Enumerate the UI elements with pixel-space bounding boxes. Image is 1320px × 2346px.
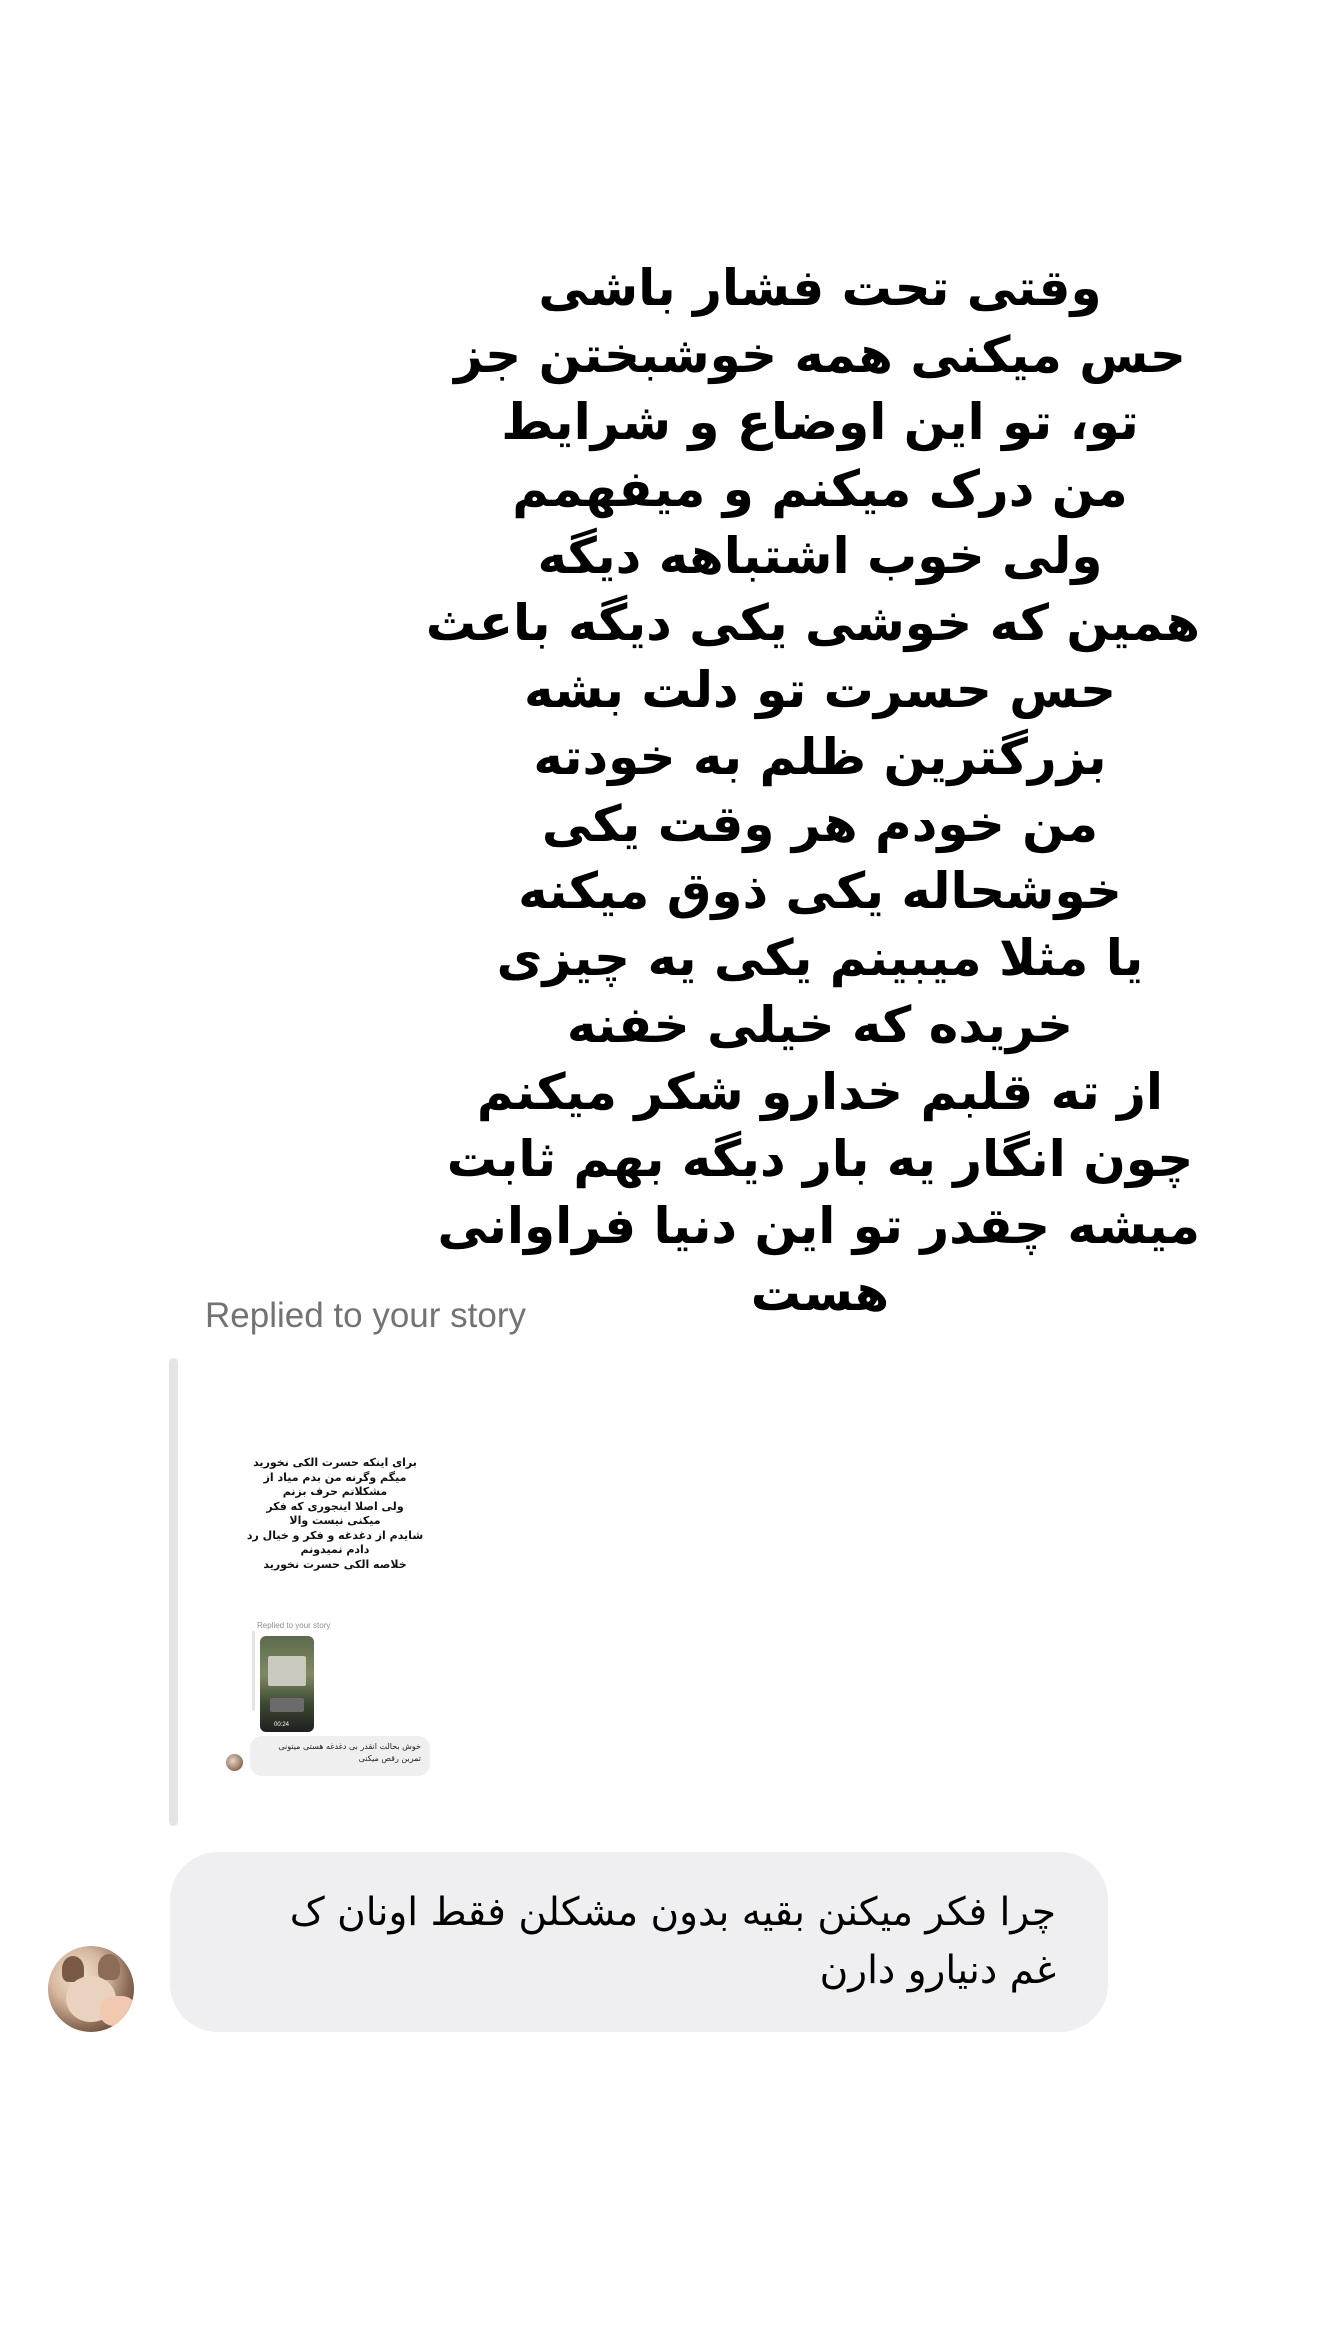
replied-to-story-label: Replied to your story — [205, 1296, 526, 1335]
story-line: من خودم هر وقت یکی — [541, 795, 1099, 853]
avatar-ear-right — [98, 1954, 120, 1980]
story-line: هست — [750, 1264, 890, 1322]
thumbnail-line: میگم وگرنه من بدم میاد از — [263, 1470, 407, 1484]
story-line: تو، تو این اوضاع و شرایط — [501, 393, 1139, 451]
thumbnail-line: میکنی نیست والا — [289, 1514, 381, 1527]
thumbnail-line: شایدم از دغدغه و فکر و خیال رد — [246, 1528, 424, 1542]
story-line: حس حسرت تو دلت بشه — [523, 661, 1117, 719]
story-line: خریده که خیلی خفنه — [566, 996, 1074, 1054]
video-screen-shape — [268, 1656, 306, 1686]
story-line: وقتی تحت فشار باشی — [538, 259, 1102, 317]
thumbnail-story-text — [235, 1456, 435, 1572]
story-line: حس میکنی همه خوشبختن جز — [454, 326, 1186, 384]
message-bubble[interactable] — [170, 1852, 1108, 2032]
video-duration: 00:24 — [274, 1722, 290, 1728]
story-line: از ته قلبم خدارو شکر میکنم — [476, 1063, 1164, 1121]
thumbnail-replied-label: Replied to your story — [257, 1621, 331, 1630]
story-text — [425, 255, 1200, 1327]
avatar-hand — [100, 1996, 134, 2026]
story-line: بزرگترین ظلم به خودته — [533, 728, 1107, 786]
story-line: خوشحاله یکی ذوق میکنه — [518, 862, 1122, 920]
thumbnail-message-bubble — [250, 1736, 430, 1776]
video-stand-shape — [270, 1698, 304, 1712]
sender-avatar[interactable] — [48, 1946, 134, 2032]
thumbnail-message-line: خوش بحالت انقدر بی دغدغه هستی میتونی — [278, 1742, 421, 1751]
story-line: میشه چقدر تو این دنیا فراوانی — [437, 1197, 1200, 1255]
story-line: من درک میکنم و میفهمم — [512, 460, 1128, 518]
thumbnail-line: ولی اصلا اینجوری که فکر — [266, 1499, 404, 1513]
thumbnail-message-line: تمرین رقص میکنی — [358, 1754, 421, 1763]
story-line: ولی خوب اشتباهه دیگه — [537, 527, 1103, 585]
story-line: یا مثلا میبینم یکی یه چیزی — [496, 929, 1144, 987]
thumbnail-quote-bar — [252, 1631, 255, 1711]
thumbnail-avatar — [226, 1754, 243, 1771]
message-line: غم دنیارو دارن — [819, 1948, 1056, 1993]
story-line: چون انگار یه بار دیگه بهم ثابت — [446, 1130, 1194, 1188]
thumbnail-line: خلاصه الکی حسرت نخورید — [263, 1557, 407, 1571]
thumbnail-line: مشکلاتم حرف بزنم — [282, 1485, 388, 1498]
thumbnail-video — [260, 1636, 314, 1732]
thumbnail-line: برای اینکه حسرت الکی نخورید — [253, 1456, 417, 1469]
story-line: همین که خوشی یکی دیگه باعث — [425, 594, 1200, 652]
message-line: چرا فکر میکنن بقیه بدون مشکلن فقط اونان ک — [289, 1890, 1056, 1935]
thumbnail-line: دادم نمیدونم — [300, 1543, 370, 1556]
reply-quote-bar — [169, 1358, 178, 1826]
story-thumbnail[interactable] — [200, 1358, 490, 1798]
